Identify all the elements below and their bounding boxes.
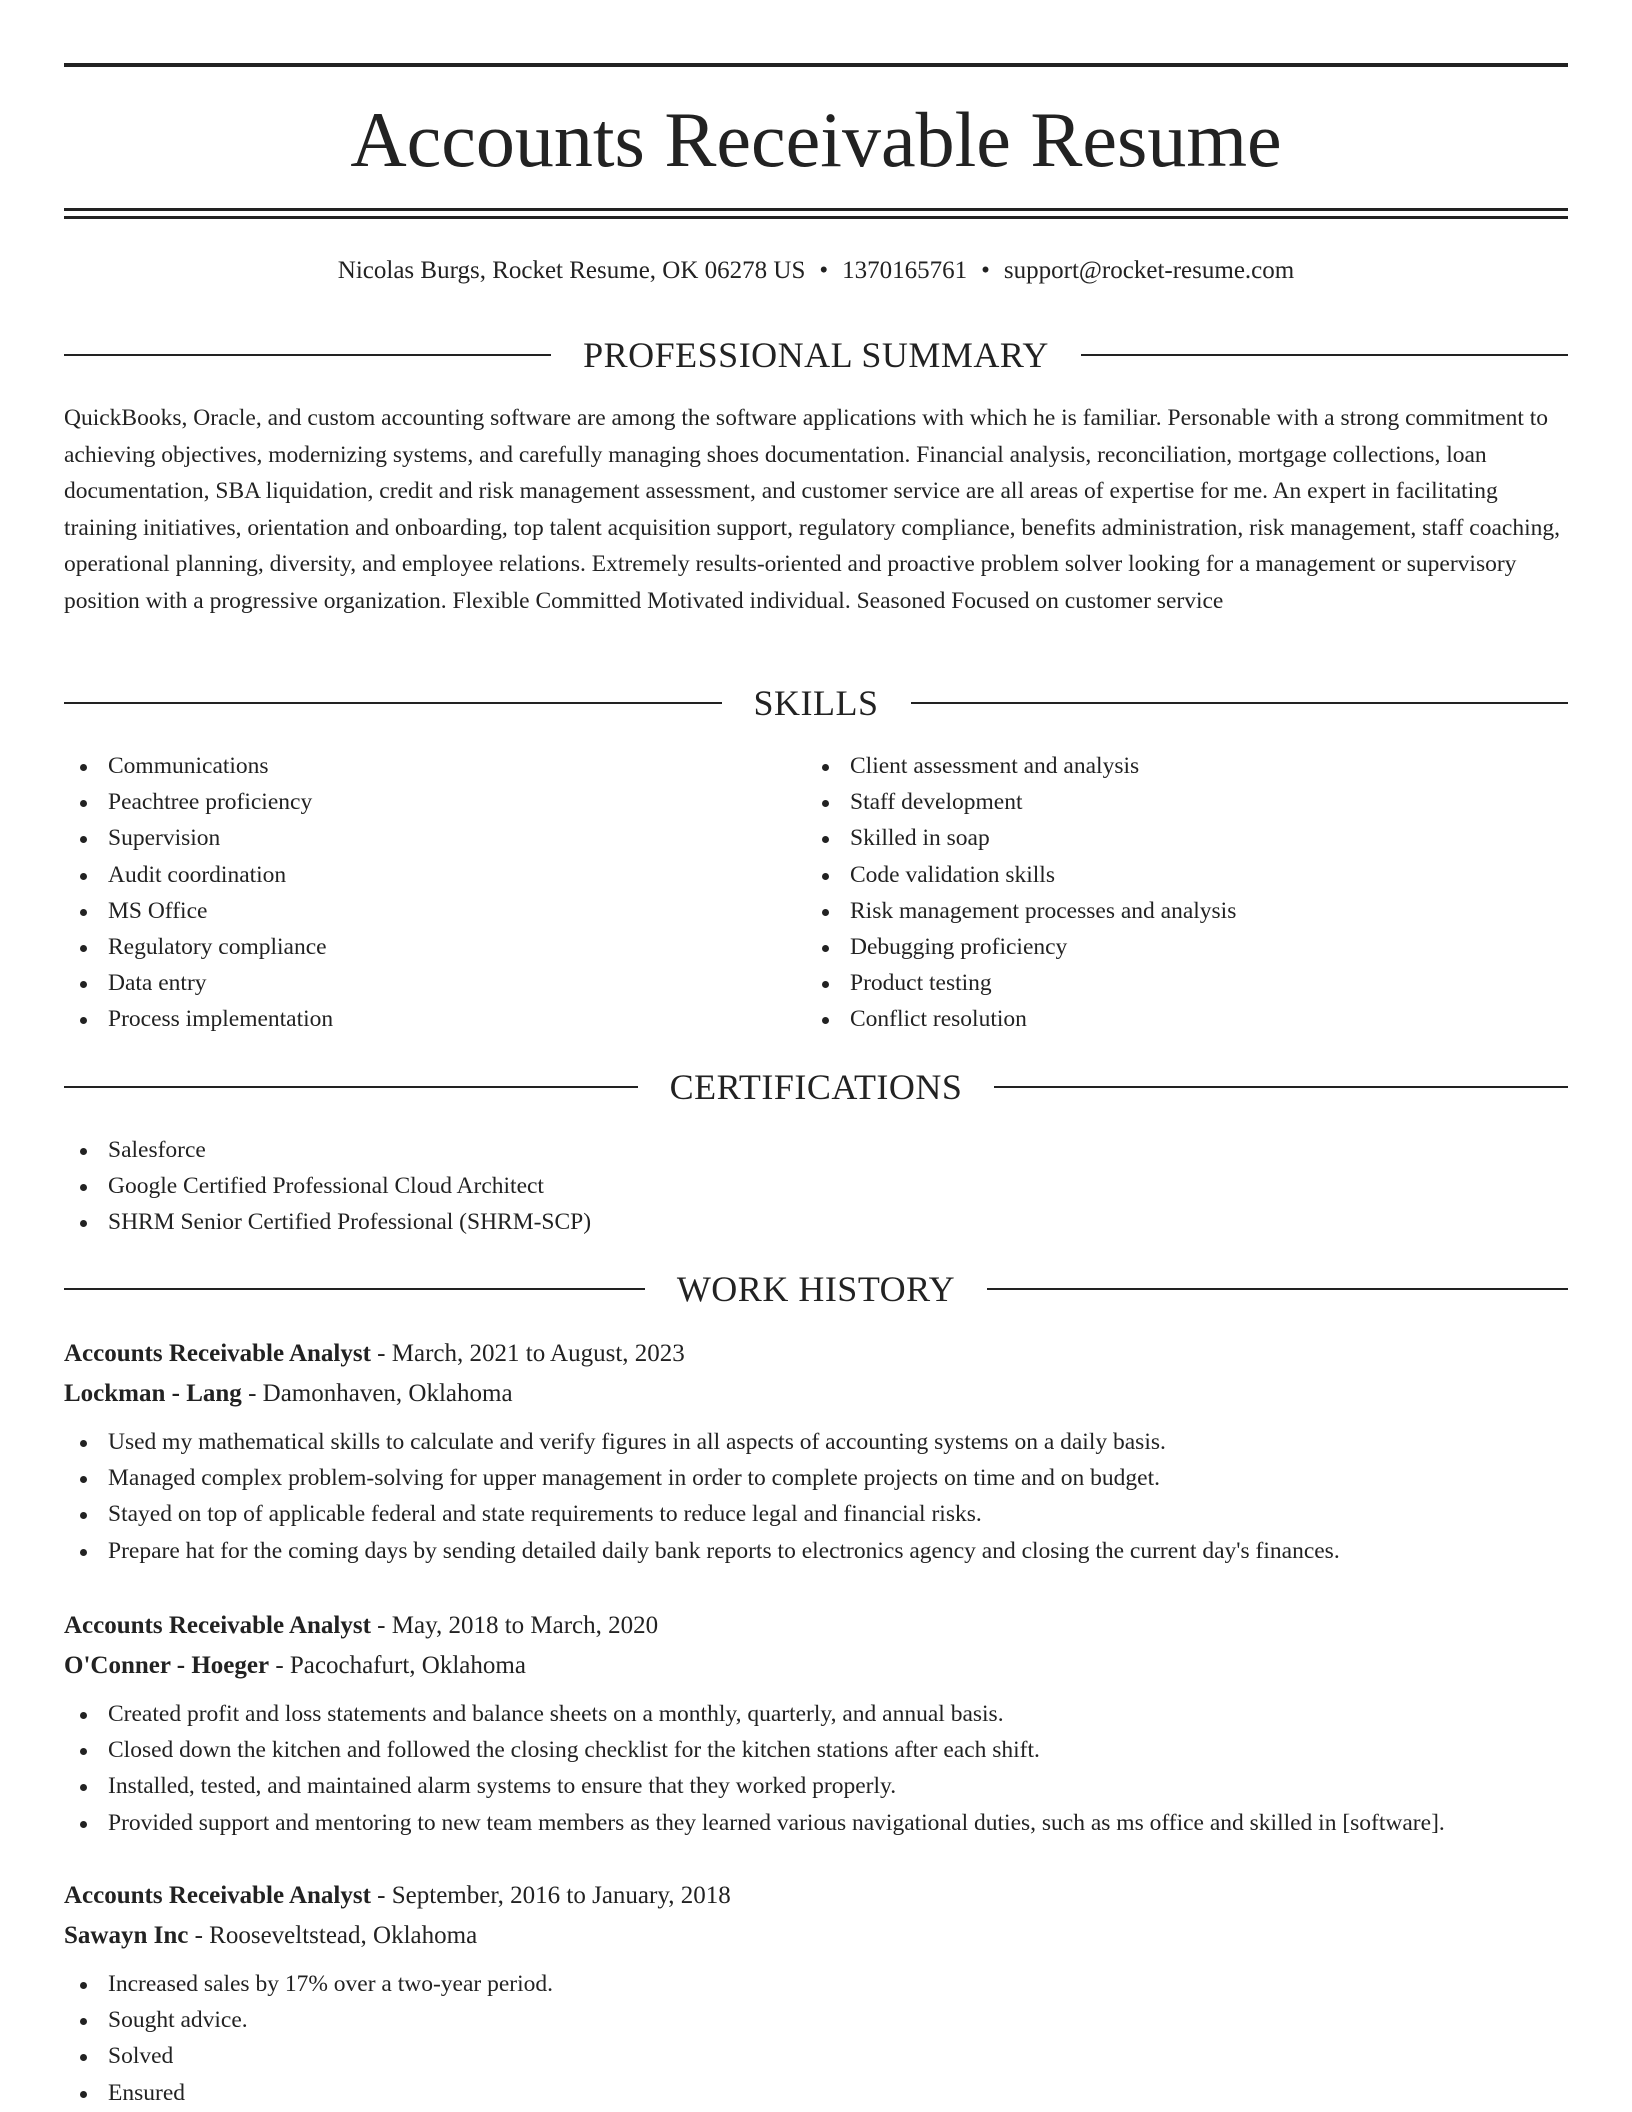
skill-item: Product testing: [806, 965, 1566, 1001]
title-rule-lower: [64, 216, 1568, 219]
job-title: Accounts Receivable Analyst: [64, 1882, 371, 1909]
work-entry: [64, 1606, 1568, 1841]
section-heading-work-history: [64, 1267, 1568, 1311]
heading-rule: [911, 702, 1569, 704]
skill-item: Code validation skills: [806, 857, 1566, 893]
job-company: O'Conner - Hoeger: [64, 1652, 270, 1679]
job-title-line: [64, 1876, 1568, 1916]
work-entry: [64, 1876, 1568, 2111]
skill-item: Peachtree proficiency: [64, 784, 784, 820]
skills-column-left: [64, 748, 784, 1038]
heading-rule: [64, 1288, 645, 1290]
certification-item: SHRM Senior Certified Professional (SHRM-SCP): [64, 1204, 1568, 1240]
job-dates: - September, 2016 to January, 2018: [370, 1882, 731, 1909]
skill-item: Risk management processes and analysis: [806, 893, 1566, 929]
certification-item: Salesforce: [64, 1132, 1568, 1168]
contact-line: [64, 254, 1568, 288]
section-heading-skills: [64, 681, 1568, 725]
job-duty: Provided support and mentoring to new team members as they learned various navigational duties, such as ms office and skilled in [software].: [64, 1805, 1568, 1841]
job-duty: Sought advice.: [64, 2002, 1568, 2038]
job-company: Sawayn Inc: [64, 1922, 189, 1949]
job-duty: Stayed on top of applicable federal and state requirements to reduce legal and financial risks.: [64, 1496, 1568, 1532]
summary-paragraph: QuickBooks, Oracle, and custom accounting software are among the software applications with which he is familiar. Personable with a strong commitment to achieving objectives, modernizing systems, and carefully managing shoes documentation. Financial analysis, reconciliation, mortgage collections, loan documentation, SBA liquidation, credit and risk management assessment, and customer service are all areas of expertise for me. An expert in facilitating training initiatives, orientation and onboarding, top talent acquisition support, regulatory compliance, benefits administration, risk management, staff coaching, operational planning, diversity, and employee relations. Extremely results-oriented and proactive problem solver looking for a management or supervisory position with a progressive organization. Flexible Committed Motivated individual. Seasoned Focused on customer service: [64, 405, 1561, 614]
job-title: Accounts Receivable Analyst: [64, 1340, 371, 1367]
title-rule-upper: [64, 208, 1568, 211]
contact-email: support@rocket-resume.com: [1003, 257, 1295, 284]
section-heading-certifications: [64, 1065, 1568, 1109]
job-duty: Managed complex problem-solving for upper management in order to complete projects on time and on budget.: [64, 1460, 1568, 1496]
contact-separator: •: [981, 257, 990, 284]
skill-item: Supervision: [64, 820, 784, 856]
heading-rule: [64, 354, 551, 356]
certification-item: Google Certified Professional Cloud Architect: [64, 1168, 1568, 1204]
job-company-line: [64, 1916, 1568, 1956]
job-duty: Ensured: [64, 2075, 1568, 2111]
contact-address: Nicolas Burgs, Rocket Resume, OK 06278 US: [337, 257, 806, 284]
job-duty: Solved: [64, 2038, 1568, 2074]
skills-column-right: [806, 748, 1566, 1038]
heading-rule: [987, 1288, 1568, 1290]
job-company-line: [64, 1374, 1568, 1414]
skill-item: Communications: [64, 748, 784, 784]
page-title: Accounts Receivable Resume: [350, 96, 1282, 183]
skill-item: Staff development: [806, 784, 1566, 820]
skill-item: Data entry: [64, 965, 784, 1001]
certifications-list: [64, 1132, 1568, 1241]
skill-item: Skilled in soap: [806, 820, 1566, 856]
skill-item: Debugging proficiency: [806, 929, 1566, 965]
job-duty: Increased sales by 17% over a two-year period.: [64, 1966, 1568, 2002]
job-company: Lockman - Lang: [64, 1380, 242, 1407]
contact-phone: 1370165761: [842, 257, 968, 284]
skill-item: Conflict resolution: [806, 1001, 1566, 1037]
heading-rule: [1081, 354, 1568, 356]
skill-item: MS Office: [64, 893, 784, 929]
job-duty: Closed down the kitchen and followed the closing checklist for the kitchen stations after each shift.: [64, 1732, 1568, 1768]
section-title: SKILLS: [753, 683, 879, 723]
job-location: - Damonhaven, Oklahoma: [241, 1380, 513, 1407]
contact-separator: •: [819, 257, 829, 284]
job-location: - Rooseveltstead, Oklahoma: [188, 1922, 478, 1949]
work-entry: [64, 1334, 1568, 1569]
job-duty: Created profit and loss statements and balance sheets on a monthly, quarterly, and annual basis.: [64, 1696, 1568, 1732]
job-title: Accounts Receivable Analyst: [64, 1612, 371, 1639]
section-title: CERTIFICATIONS: [669, 1067, 963, 1107]
job-title-line: [64, 1606, 1568, 1646]
job-duty: Used my mathematical skills to calculate and verify figures in all aspects of accounting systems on a daily basis.: [64, 1424, 1568, 1460]
job-company-line: [64, 1646, 1568, 1686]
job-location: - Pacochafurt, Oklahoma: [269, 1652, 526, 1679]
heading-rule: [994, 1086, 1568, 1088]
skill-item: Regulatory compliance: [64, 929, 784, 965]
job-duty: Installed, tested, and maintained alarm systems to ensure that they worked properly.: [64, 1768, 1568, 1804]
job-duty: Prepare hat for the coming days by sending detailed daily bank reports to electronics agency and closing the current day's finances.: [64, 1533, 1568, 1569]
section-title: WORK HISTORY: [676, 1269, 956, 1309]
skill-item: Client assessment and analysis: [806, 748, 1566, 784]
section-heading-summary: [64, 333, 1568, 377]
job-dates: - March, 2021 to August, 2023: [370, 1340, 685, 1367]
section-title: PROFESSIONAL SUMMARY: [583, 335, 1049, 375]
job-dates: - May, 2018 to March, 2020: [370, 1612, 659, 1639]
top-rule: [64, 63, 1568, 67]
skill-item: Audit coordination: [64, 857, 784, 893]
heading-rule: [64, 702, 722, 704]
job-title-line: [64, 1334, 1568, 1374]
heading-rule: [64, 1086, 638, 1088]
skill-item: Process implementation: [64, 1001, 784, 1037]
